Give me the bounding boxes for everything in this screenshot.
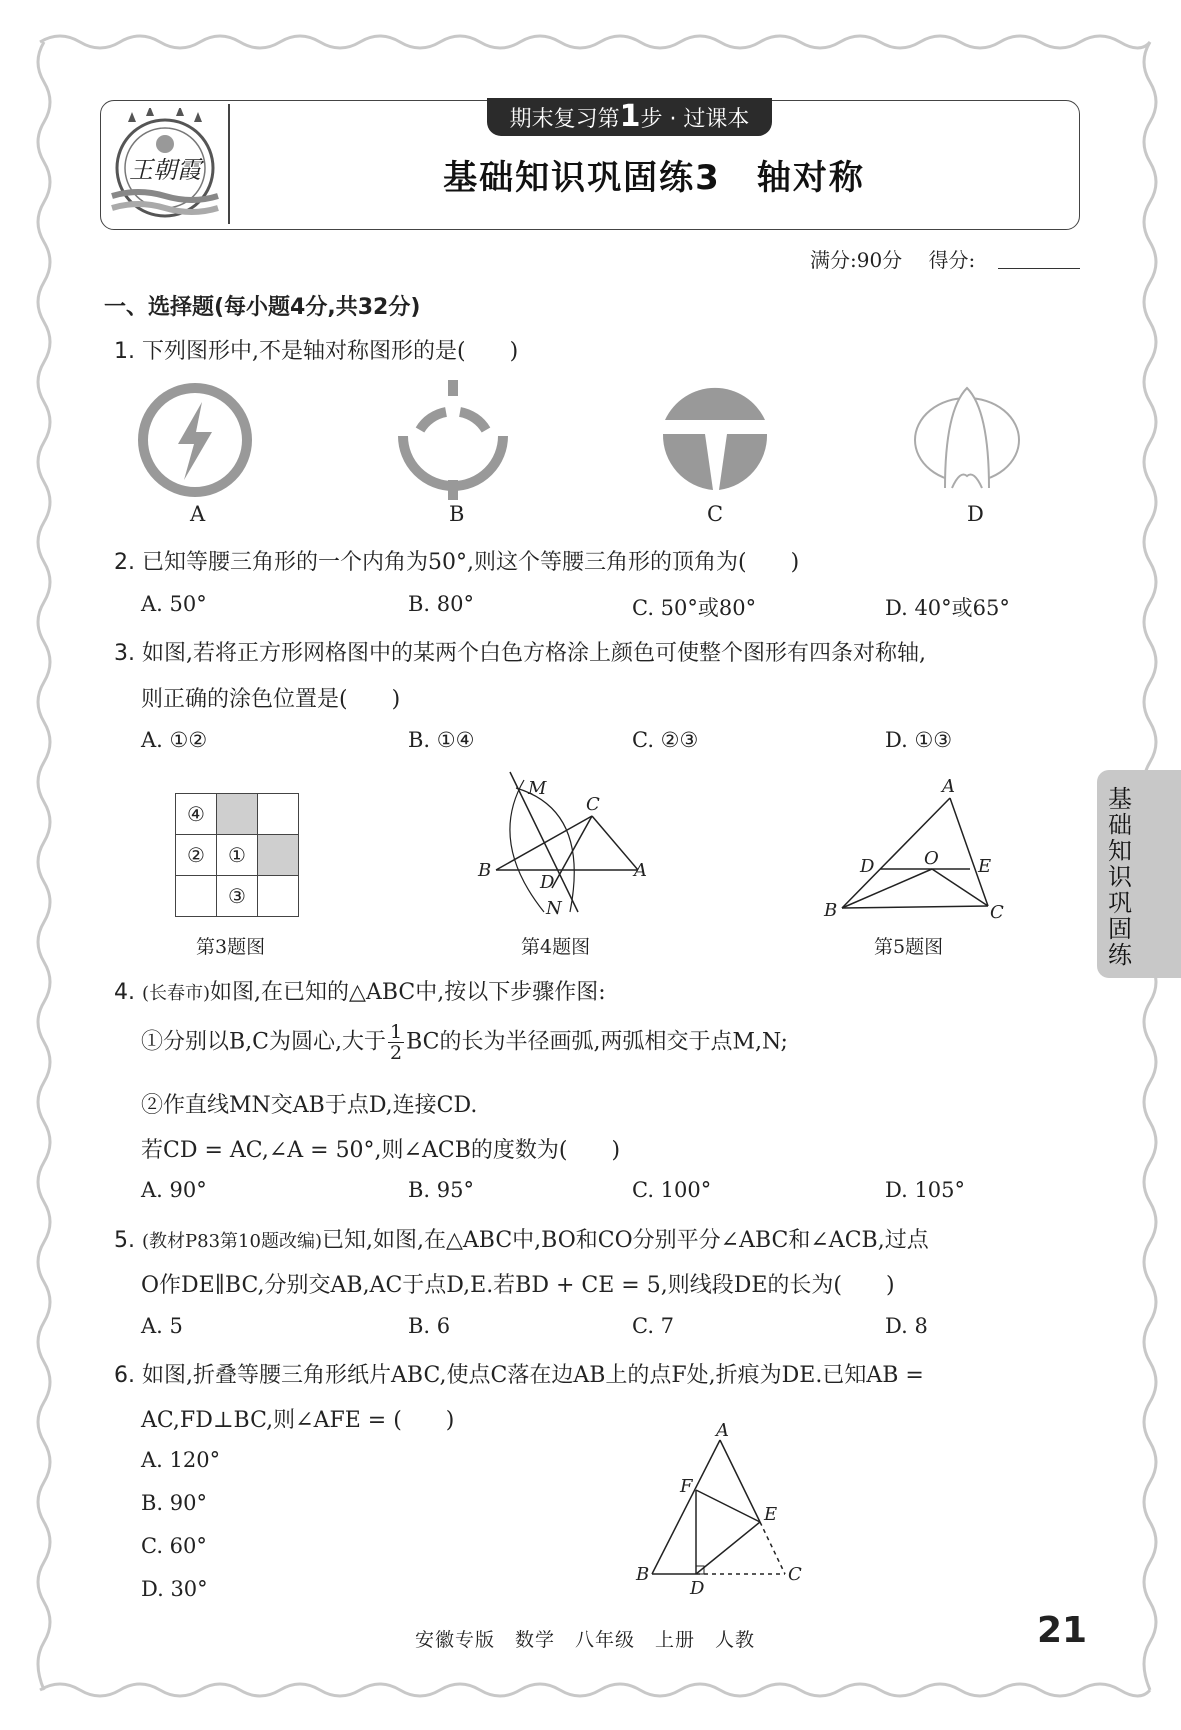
step-suffix: 步 · 过课本 (640, 107, 750, 132)
question-5-line1 (114, 1223, 929, 1254)
side-tab-label: 基础知识巩固练 (1108, 785, 1132, 969)
q2-number: 2. (114, 550, 135, 575)
grid-cell: ④ (176, 794, 217, 835)
fig3-grid (175, 793, 299, 917)
step-banner (487, 98, 772, 136)
fraction-denominator: 2 (390, 1042, 403, 1064)
q4-option-c: C. 100° (632, 1178, 712, 1202)
fig4-label-b: B (478, 860, 492, 881)
figure-b-ring (403, 380, 503, 500)
score-label: 得分: (928, 248, 976, 272)
q3-option-a: A. ①② (141, 728, 208, 752)
q4-step1 (141, 1022, 788, 1063)
fig6-label-d: D (690, 1578, 705, 1599)
grid-cell: ① (217, 835, 258, 876)
q3-option-b: B. ①④ (408, 728, 475, 752)
q3-text-line1: 如图,若将正方形网格图中的某两个白色方格涂上颜色可使整个图形有四条对称轴, (142, 641, 926, 666)
q2-option-a: A. 50° (141, 592, 207, 616)
fig5-label-b: B (824, 900, 838, 921)
question-3-line1 (114, 636, 926, 667)
fig6-label-e: E (764, 1504, 778, 1525)
q6-option-a: A. 120° (141, 1448, 221, 1472)
fig6-diagram (630, 1420, 810, 1600)
grid-cell: ③ (217, 876, 258, 917)
question-2 (114, 545, 799, 576)
q5-text-line1: 已知,如图,在△ABC中,BO和CO分别平分∠ABC和∠ACB,过点 (321, 1228, 929, 1253)
footer-info: 安徽专版 数学 八年级 上册 人教 (415, 1629, 756, 1651)
fig6-label-a: A (716, 1420, 729, 1441)
q6-option-b: B. 90° (141, 1491, 208, 1515)
q5-number: 5. (114, 1228, 135, 1253)
fig3-caption: 第3题图 (196, 936, 266, 958)
q1-figures (130, 380, 1090, 500)
fig5-label-c: C (990, 902, 1004, 923)
q1-label-a: A (190, 502, 206, 526)
q6-number: 6. (114, 1363, 135, 1388)
fig4-label-c: C (586, 794, 600, 815)
q1-number: 1. (114, 339, 135, 364)
logo-name: 王朝霞 (129, 156, 201, 184)
fraction-half (388, 1022, 404, 1063)
figure-a-lightning (143, 388, 247, 492)
step-number: 1 (619, 99, 641, 134)
logo-emblem (108, 108, 222, 220)
q2-option-c: C. 50°或80° (632, 596, 757, 620)
grid-cell-shaded (258, 835, 299, 876)
q6-text-line1: 如图,折叠等腰三角形纸片ABC,使点C落在边AB上的点F处,折痕为DE.已知AB = (142, 1363, 924, 1388)
fraction-numerator: 1 (390, 1021, 403, 1043)
fig5-label-a: A (942, 776, 955, 797)
fig4-diagram (470, 770, 660, 920)
question-4 (114, 975, 606, 1006)
q1-label-c: C (707, 502, 724, 526)
fig5-diagram (820, 776, 1010, 926)
page-title: 基础知识巩固练3 轴对称 (443, 158, 865, 198)
q2-option-b: B. 80° (408, 592, 475, 616)
q4-step2: ②作直线MN交AB于点D,连接CD. (141, 1093, 478, 1118)
q5-text-line2: O作DE∥BC,分别交AB,AC于点D,E.若BD + CE = 5,则线段DE的长为( ) (141, 1273, 895, 1298)
fig5-label-o: O (924, 848, 939, 869)
full-score: 满分:90分 (810, 248, 903, 272)
q1-label-d: D (967, 502, 984, 526)
q4-condition: 若CD = AC,∠A = 50°,则∠ACB的度数为( ) (141, 1138, 621, 1163)
figure-d-arch-oval (915, 388, 1019, 488)
q4-number: 4. (114, 980, 135, 1005)
q6-option-d: D. 30° (141, 1577, 208, 1601)
q3-option-c: C. ②③ (632, 728, 699, 752)
fig4-label-n: N (546, 898, 562, 919)
grid-cell (176, 876, 217, 917)
fig5-label-e: E (978, 856, 992, 877)
grid-cell (258, 876, 299, 917)
fig4-caption: 第4题图 (521, 936, 591, 958)
grid-cell-shaded (217, 794, 258, 835)
q3-text-line2: 则正确的涂色位置是( ) (141, 687, 401, 712)
q5-source: (教材P83第10题改编) (142, 1231, 322, 1252)
fig5-caption: 第5题图 (874, 936, 944, 958)
section-heading: 一、选择题(每小题4分,共32分) (104, 295, 421, 320)
q4-option-a: A. 90° (141, 1178, 207, 1202)
fig4-label-d: D (540, 872, 555, 893)
question-6-line1 (114, 1358, 924, 1389)
q5-option-c: C. 7 (632, 1314, 675, 1338)
fig4-label-m: M (528, 778, 547, 799)
q1-label-b: B (449, 502, 465, 526)
q4-step1-a: ①分别以B,C为圆心,大于 (141, 1029, 386, 1055)
q4-option-d: D. 105° (885, 1178, 966, 1202)
grid-cell (258, 794, 299, 835)
q4-option-b: B. 95° (408, 1178, 475, 1202)
fig6-label-c: C (788, 1564, 802, 1585)
fig4-label-a: A (634, 860, 647, 881)
q4-source: (长春市) (142, 983, 211, 1004)
q6-option-c: C. 60° (141, 1534, 207, 1558)
q3-number: 3. (114, 641, 135, 666)
q4-step1-b: BC的长为半径画弧,两弧相交于点M,N; (406, 1029, 788, 1055)
q6-text-line2: AC,FD⊥BC,则∠AFE = ( ) (141, 1408, 455, 1433)
q5-option-b: B. 6 (408, 1314, 451, 1338)
score-info (810, 244, 975, 273)
fig5-label-d: D (860, 856, 875, 877)
page-number: 21 (1037, 1610, 1088, 1651)
figure-c-split-circle (663, 388, 767, 490)
q4-text: 如图,在已知的△ABC中,按以下步骤作图: (210, 980, 606, 1005)
grid-cell: ② (176, 835, 217, 876)
q3-option-d: D. ①③ (885, 728, 953, 752)
fig6-label-f: F (680, 1476, 693, 1497)
step-prefix: 期末复习第 (509, 107, 620, 132)
q2-text: 已知等腰三角形的一个内角为50°,则这个等腰三角形的顶角为( ) (142, 550, 800, 575)
fig6-label-b: B (636, 1564, 650, 1585)
q2-option-d: D. 40°或65° (885, 596, 1010, 620)
q5-option-a: A. 5 (141, 1314, 183, 1338)
q5-option-d: D. 8 (885, 1314, 928, 1338)
question-1 (114, 334, 518, 365)
q1-text: 下列图形中,不是轴对称图形的是( ) (142, 339, 519, 364)
score-blank-line (998, 268, 1080, 269)
